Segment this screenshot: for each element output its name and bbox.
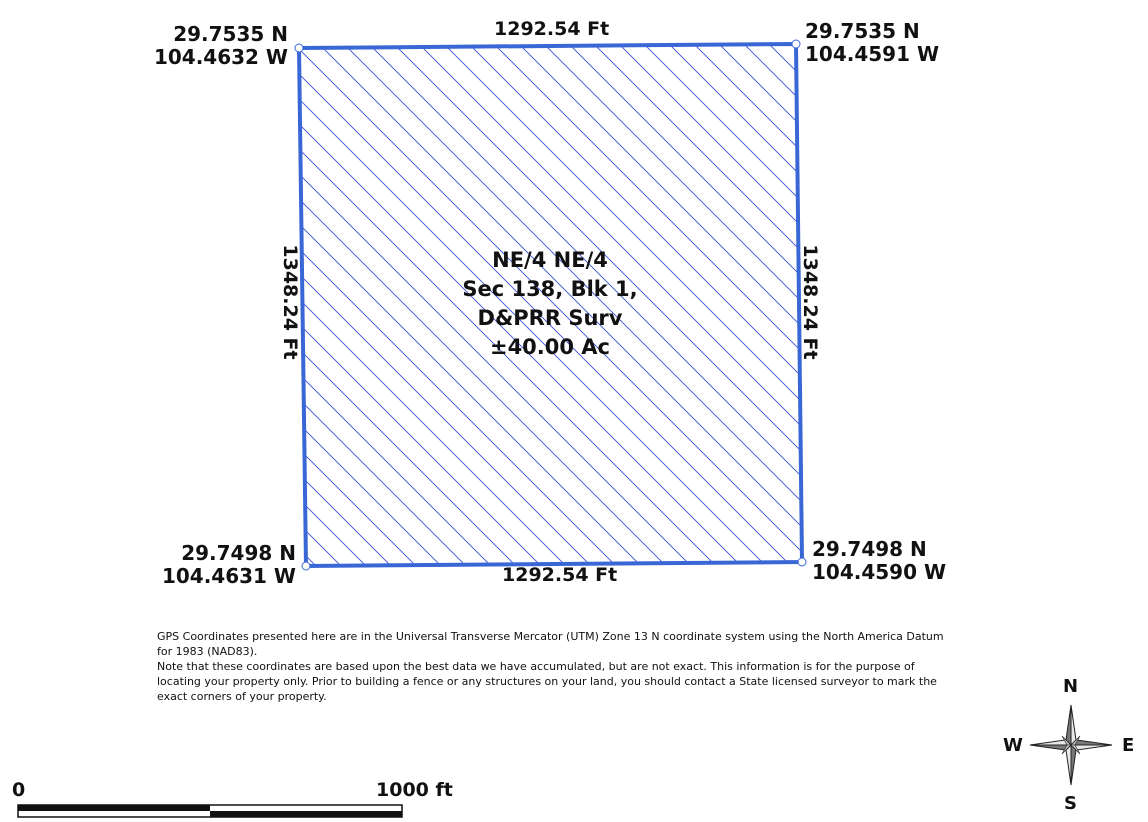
parcel-description (420, 246, 680, 362)
parcel-label-line-4: ±40.00 Ac (489, 335, 611, 359)
dimension-east: 1348.24 Ft (799, 244, 821, 360)
corner-label-ne (805, 20, 939, 66)
compass-north-label: N (1063, 676, 1079, 697)
hatch-line (250, 375, 850, 822)
corner-nw-lon: 104.4632 W (153, 45, 288, 69)
compass-south-label: S (1064, 793, 1077, 814)
scale-start-label: 0 (12, 779, 26, 801)
hatch-line (250, 700, 850, 822)
hatch-line (250, 100, 850, 700)
parcel-label-line-2: Sec 138, Blk 1, (462, 277, 638, 301)
dimension-south: 1292.54 Ft (502, 564, 618, 586)
compass-rose-icon (1030, 705, 1112, 785)
scale-bar-segment-dark-bottom (210, 811, 402, 817)
hatch-line (250, 400, 850, 822)
hatch-line (250, 0, 850, 275)
dimension-north: 1292.54 Ft (494, 18, 610, 40)
corner-nw-lat: 29.7535 N (173, 22, 288, 46)
corner-label-sw (148, 542, 296, 588)
corner-ne-lat: 29.7535 N (805, 19, 920, 43)
dimension-west: 1348.24 Ft (279, 244, 301, 360)
parcel-label-line-1: NE/4 NE/4 (492, 248, 608, 272)
hatch-line (250, 350, 850, 822)
scale-bar (18, 805, 402, 817)
corner-sw-lat: 29.7498 N (181, 541, 296, 565)
disclaimer-paragraph-1: GPS Coordinates presented here are in the Universal Transverse Mercator (UTM) Zone 13 N coordinate system using the North America Datum for 1983 (NAD83). (157, 630, 944, 658)
compass-west-label: W (1003, 735, 1023, 756)
corner-label-se (812, 538, 946, 584)
corner-marker-se[interactable] (798, 558, 806, 566)
parcel-label-line-3: D&PRR Surv (477, 306, 623, 330)
disclaimer-paragraph-2: Note that these coordinates are based upon the best data we have accumulated, but are not exact. This information is for the purpose of locating your property only. Prior to building a fence or any structures on your land, you should contact a State licensed surveyor to mark the exact corners of your property. (157, 660, 937, 703)
compass-east-label: E (1122, 735, 1135, 756)
hatch-line (250, 0, 850, 475)
corner-label-nw (140, 23, 288, 69)
corner-se-lon: 104.4590 W (812, 560, 947, 584)
scale-end-label: 1000 ft (376, 779, 453, 801)
scale-bar-segment-dark-top (18, 805, 210, 811)
corner-sw-lon: 104.4631 W (161, 564, 296, 588)
corner-se-lat: 29.7498 N (812, 537, 927, 561)
corner-ne-lon: 104.4591 W (805, 42, 940, 66)
corner-marker-ne[interactable] (792, 40, 800, 48)
disclaimer-text (157, 629, 957, 704)
corner-marker-sw[interactable] (302, 562, 310, 570)
corner-marker-nw[interactable] (295, 44, 303, 52)
